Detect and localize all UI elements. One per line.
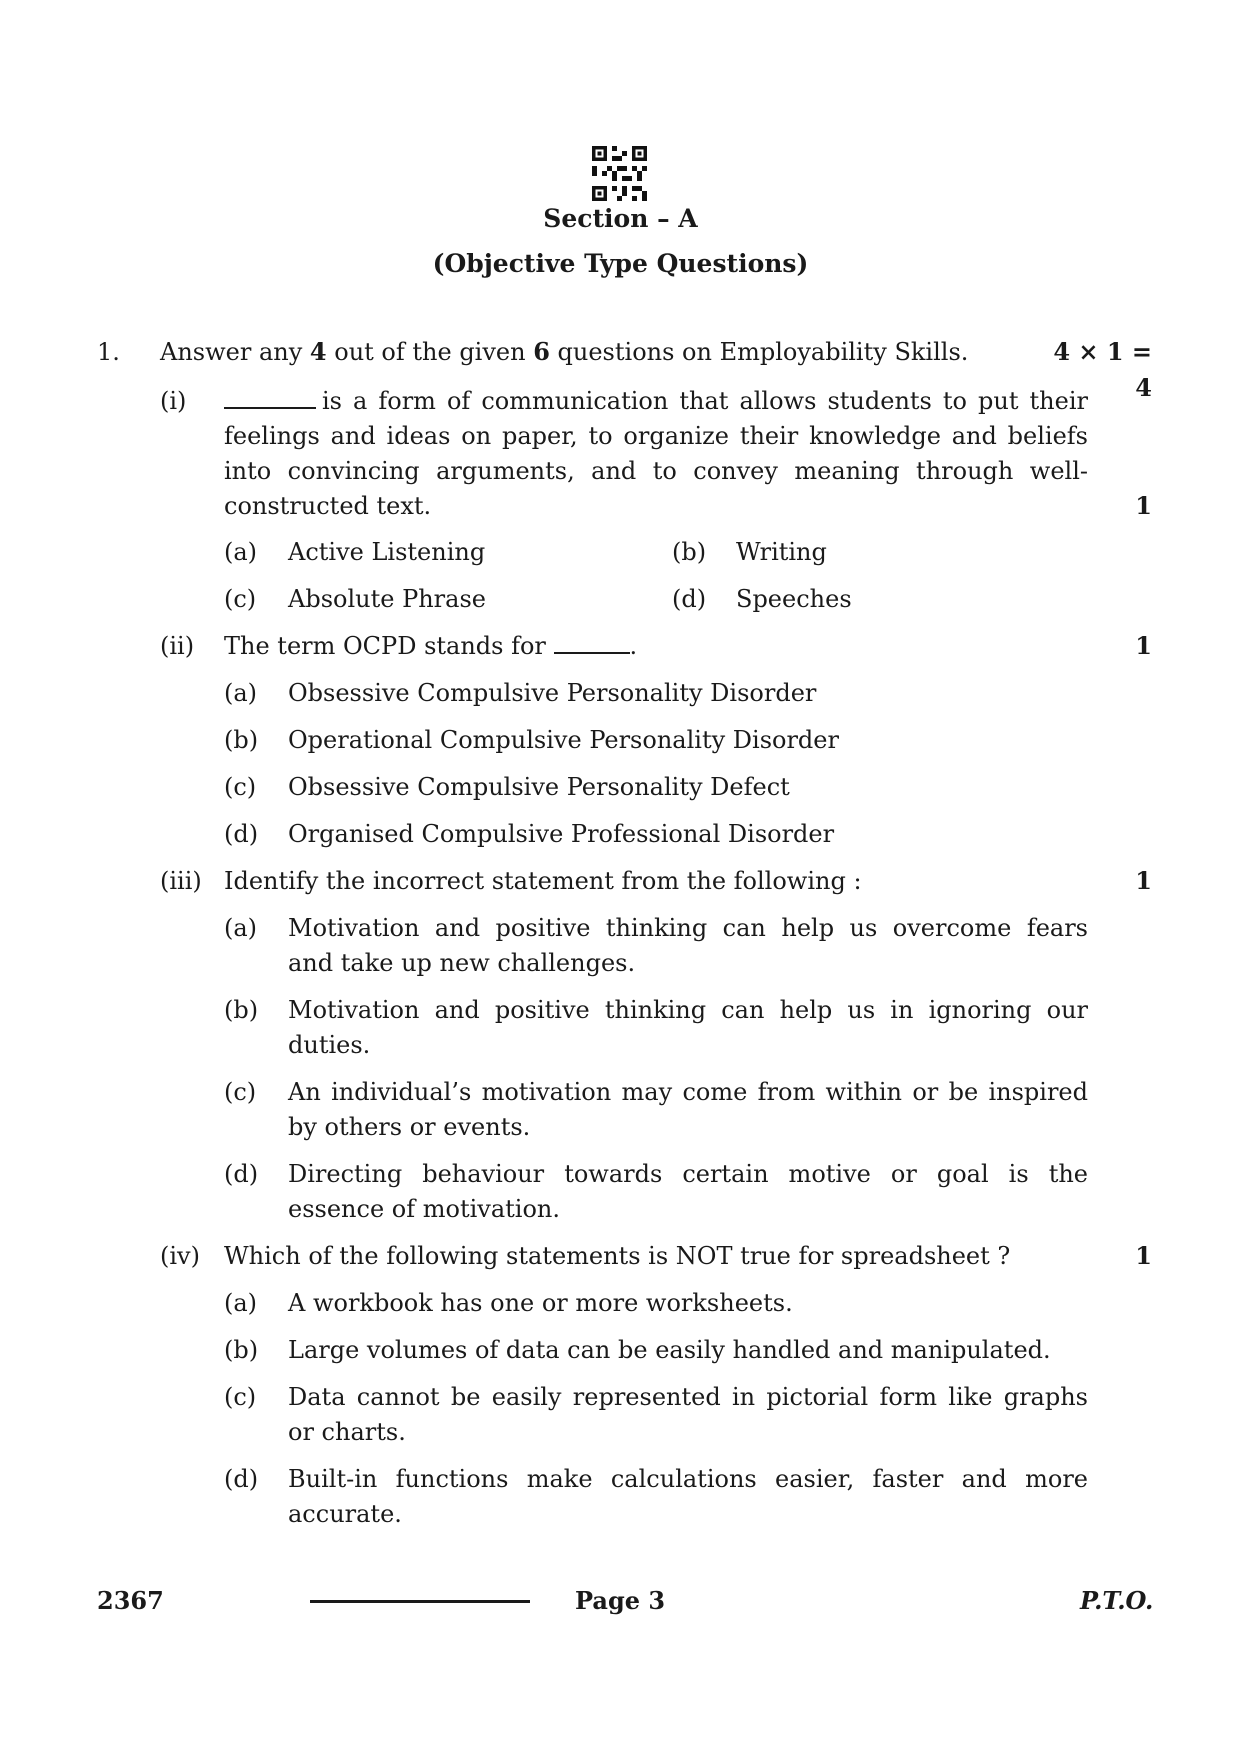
option-letter: (d) [224, 1160, 259, 1188]
option-letter: (a) [224, 679, 258, 707]
sub-question-marks: 1 [1135, 491, 1152, 520]
question-instruction [160, 334, 968, 370]
sub-question-stem: Identify the incorrect statement from the following : [224, 867, 862, 895]
option-letter: (b) [224, 1336, 259, 1364]
option-text: Data cannot be easily represented in pictorial form like graphs [288, 1383, 1088, 1411]
option-letter: (c) [224, 773, 257, 801]
instruction-suffix: questions on Employability Skills. [549, 338, 969, 366]
sub-question-marks: 1 [1135, 1241, 1152, 1270]
option-text: and take up new challenges. [288, 949, 636, 977]
instruction-mid: out of the given [326, 338, 534, 366]
option-letter: (c) [224, 585, 257, 613]
option-letter: (a) [224, 538, 258, 566]
instruction-answer-count: 4 [309, 337, 327, 366]
sub-question-stem [224, 383, 1088, 419]
stem-line: into convincing arguments, and to convey meaning through well- [224, 457, 1088, 485]
instruction-total-count: 6 [533, 337, 550, 366]
sub-question-label: (ii) [160, 632, 195, 660]
answer-blank [554, 628, 630, 654]
option-letter: (d) [672, 585, 707, 613]
paper-code: 2367 [97, 1586, 164, 1615]
option-text: Active Listening [288, 538, 486, 566]
qr-code-icon [592, 146, 647, 201]
option-text: by others or events. [288, 1113, 531, 1141]
option-text: Obsessive Compulsive Personality Defect [288, 773, 790, 801]
option-letter: (c) [224, 1383, 257, 1411]
sub-question-label: (iv) [160, 1242, 200, 1270]
section-title: Section – A [543, 204, 698, 233]
option-text: accurate. [288, 1500, 402, 1528]
option-text: A workbook has one or more worksheets. [288, 1289, 793, 1317]
stem-line: constructed text. [224, 492, 432, 520]
option-text: Operational Compulsive Personality Disorder [288, 726, 839, 754]
section-subtitle: (Objective Type Questions) [432, 249, 809, 278]
option-text: Motivation and positive thinking can help us in ignoring our [288, 996, 1088, 1024]
option-letter: (b) [672, 538, 707, 566]
sub-question-marks: 1 [1135, 631, 1152, 660]
option-text: duties. [288, 1031, 371, 1059]
stem-text: The term OCPD stands for [224, 632, 554, 660]
stem-line: feelings and ideas on paper, to organize their knowledge and beliefs [224, 422, 1088, 450]
option-text: Absolute Phrase [288, 585, 486, 613]
option-text: Built-in functions make calculations easier, faster and more [288, 1465, 1088, 1493]
sub-question-stem [224, 628, 1088, 664]
stem-end: . [629, 632, 638, 660]
option-text: Speeches [736, 585, 852, 613]
sub-question-marks: 1 [1135, 866, 1152, 895]
page-number: Page 3 [575, 1586, 666, 1615]
answer-blank [224, 383, 316, 409]
option-letter: (b) [224, 996, 259, 1024]
option-letter: (c) [224, 1078, 257, 1106]
option-text: Large volumes of data can be easily handled and manipulated. [288, 1336, 1051, 1364]
stem-line: is a form of communication that allows students to put their [322, 387, 1088, 415]
question-marks: 4 × 1 = 4 [1053, 337, 1152, 402]
footer-divider [310, 1600, 530, 1603]
question-number: 1. [97, 338, 120, 366]
pto-label: P.T.O. [1080, 1586, 1154, 1615]
option-letter: (a) [224, 1289, 258, 1317]
option-text: essence of motivation. [288, 1195, 560, 1223]
option-letter: (d) [224, 1465, 259, 1493]
option-text: Obsessive Compulsive Personality Disorder [288, 679, 817, 707]
option-text: or charts. [288, 1418, 406, 1446]
option-text: Directing behaviour towards certain motive or goal is the [288, 1160, 1088, 1188]
sub-question-label: (i) [160, 387, 187, 415]
sub-question-stem: Which of the following statements is NOT true for spreadsheet ? [224, 1242, 1011, 1270]
option-letter: (d) [224, 820, 259, 848]
option-text: An individual’s motivation may come from within or be inspired [288, 1078, 1088, 1106]
instruction-prefix: Answer any [160, 338, 310, 366]
option-text: Organised Compulsive Professional Disorder [288, 820, 835, 848]
option-text: Motivation and positive thinking can help us overcome fears [288, 914, 1088, 942]
option-letter: (b) [224, 726, 259, 754]
option-letter: (a) [224, 914, 258, 942]
sub-question-label: (iii) [160, 867, 202, 895]
option-text: Writing [736, 538, 827, 566]
